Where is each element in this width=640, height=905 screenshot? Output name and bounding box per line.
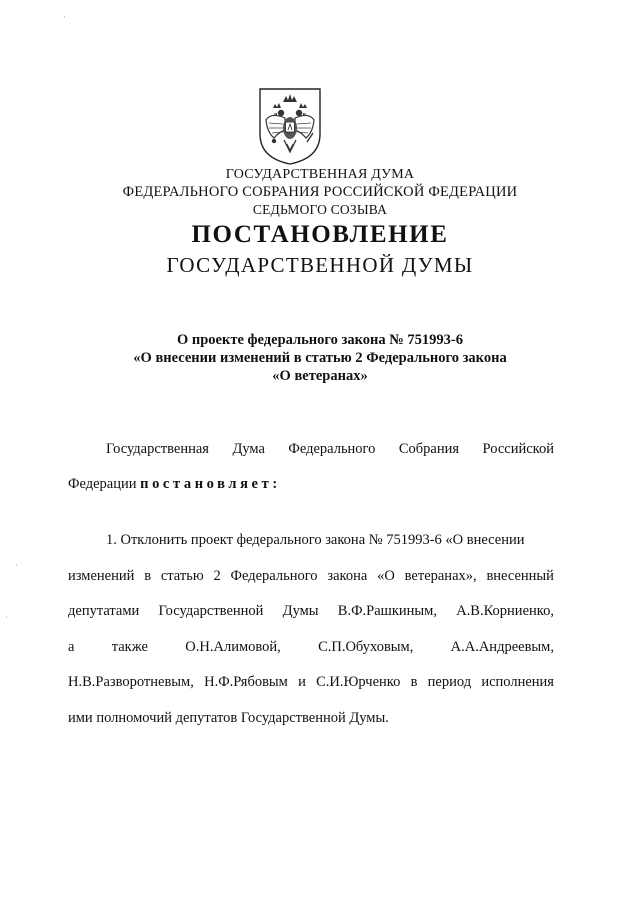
paragraph-2-line-5	[68, 674, 554, 691]
word: период	[427, 674, 472, 690]
word: В.Ф.Рашкиным,	[337, 603, 437, 619]
word: С.И.Юрченко	[316, 674, 401, 690]
word: в	[410, 674, 418, 690]
paragraph-1-line-2	[68, 476, 554, 493]
paragraph-2-line-3	[68, 603, 554, 620]
russian-coat-of-arms-icon	[257, 86, 323, 166]
subject-line-2: «О внесении изменений в статью 2 Федерального закона	[133, 350, 507, 366]
word: А.В.Корниенко,	[456, 603, 554, 619]
subject-line-3: «О ветеранах»	[272, 368, 368, 384]
word: изменений	[68, 568, 135, 584]
header-line-2: ФЕДЕРАЛЬНОГО СОБРАНИЯ РОССИЙСКОЙ ФЕДЕРАЦИИ	[122, 184, 518, 200]
header-line-1: ГОСУДАРСТВЕННАЯ ДУМА	[225, 167, 415, 182]
word: Государственная	[106, 441, 209, 457]
word: исполнения	[481, 674, 554, 690]
word: С.П.Обуховым,	[318, 639, 414, 655]
header-line-3: СЕДЬМОГО СОЗЫВА	[252, 202, 388, 217]
word: Федерального	[230, 568, 318, 584]
document-title: ПОСТАНОВЛЕНИЕ	[191, 221, 449, 248]
word: закона	[327, 568, 368, 584]
word: Дума	[232, 441, 265, 457]
word: Думы	[282, 603, 319, 619]
word: Собрания	[398, 441, 460, 457]
subject-line-1: О проекте федерального закона № 751993-6	[176, 332, 464, 348]
word: Н.В.Разворотневым,	[68, 674, 194, 690]
word: 2	[213, 568, 221, 584]
word: и	[298, 674, 306, 690]
scan-dot: ·	[63, 12, 66, 22]
paragraph-1-line-1	[106, 441, 554, 458]
paragraph-2-line-6: ими полномочий депутатов Государственной Думы.	[68, 710, 389, 726]
word: а	[68, 639, 75, 655]
word: Н.Ф.Рябовым	[204, 674, 288, 690]
paragraph-2-line-4	[68, 639, 554, 656]
word: также	[111, 639, 148, 655]
paragraph-2-line-2	[68, 568, 554, 585]
resolution-verb: постановляет:	[140, 476, 281, 492]
word: внесенный	[486, 568, 554, 584]
scan-dot: ·	[5, 612, 8, 622]
paragraph-2-line-1: 1. Отклонить проект федерального закона № 751993-6 «О внесении	[106, 532, 525, 548]
word: депутатами	[68, 603, 140, 619]
word: Федерального	[288, 441, 376, 457]
word: в	[144, 568, 152, 584]
word: ветеранах»,	[404, 568, 477, 584]
word: Государственной	[158, 603, 264, 619]
word: Российской	[482, 441, 554, 457]
word: «О	[377, 568, 395, 584]
word: статью	[160, 568, 204, 584]
word: А.А.Андреевым,	[450, 639, 554, 655]
scan-dot: ·	[15, 560, 18, 570]
document-subtitle: ГОСУДАРСТВЕННОЙ ДУМЫ	[166, 253, 474, 277]
word: О.Н.Алимовой,	[185, 639, 281, 655]
text-run: Федерации	[68, 476, 141, 492]
